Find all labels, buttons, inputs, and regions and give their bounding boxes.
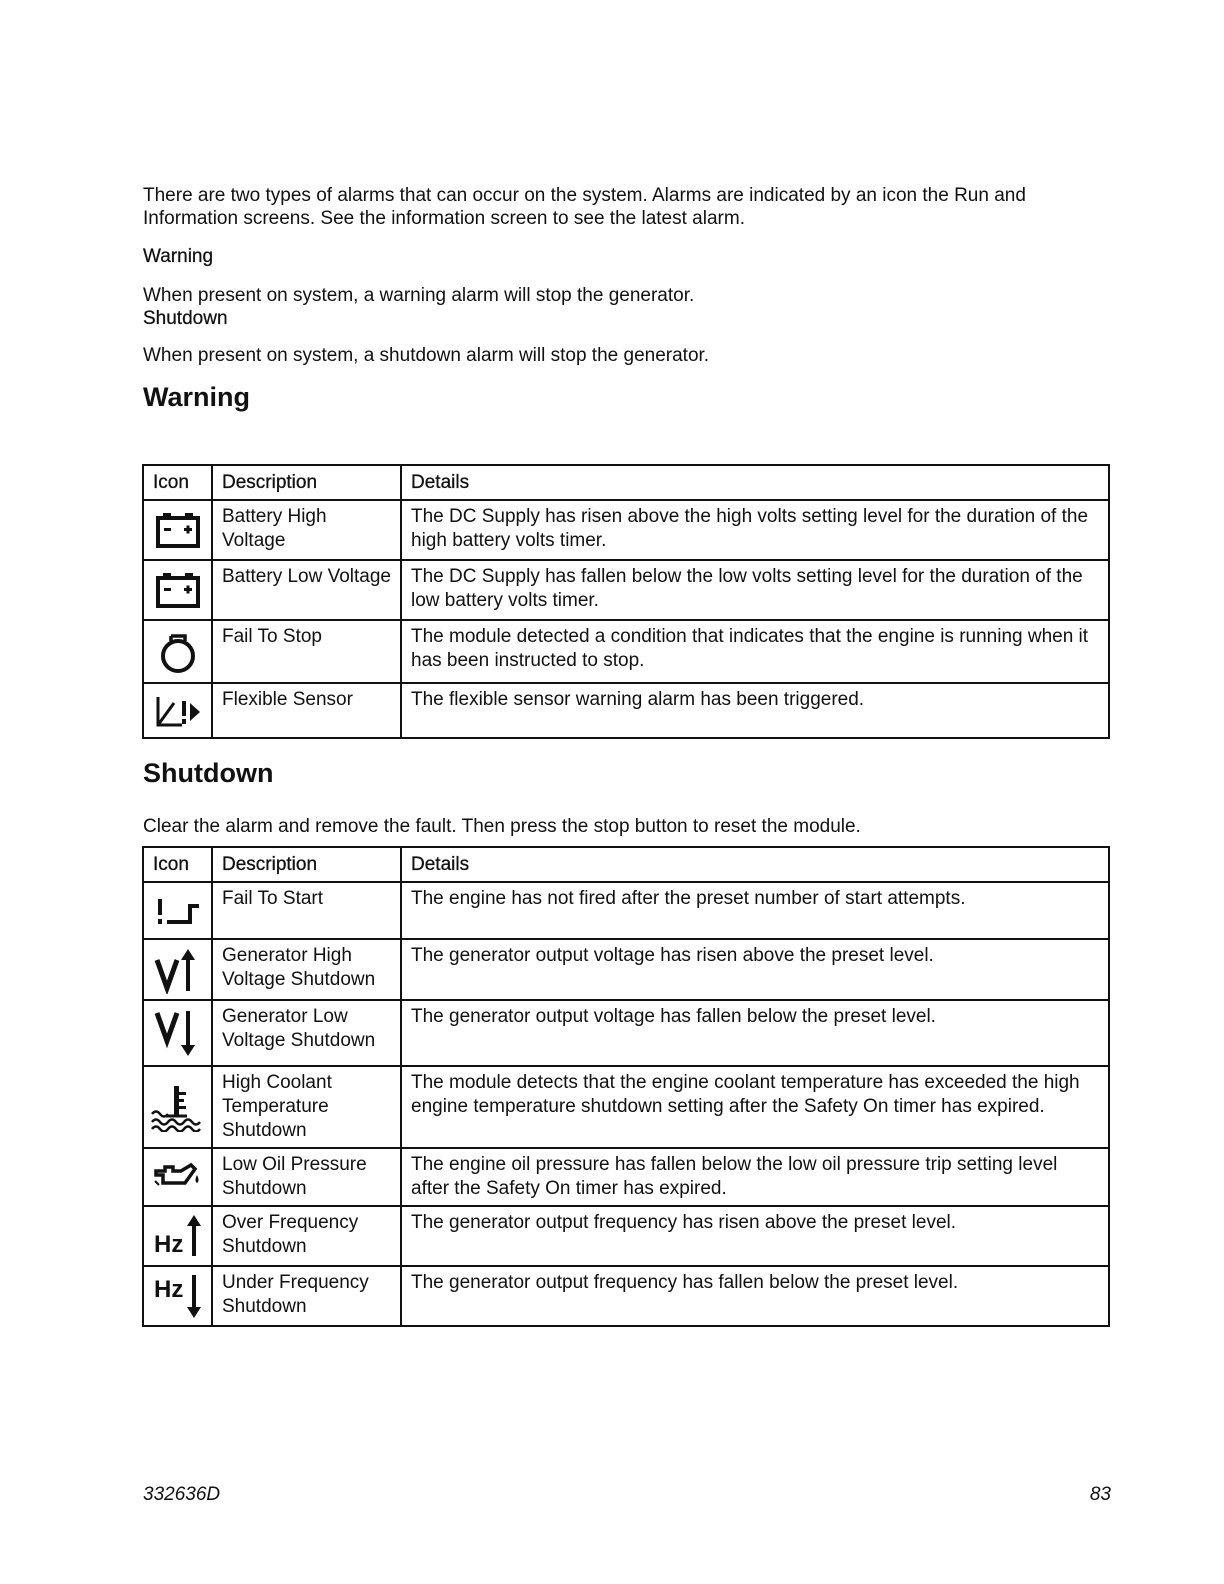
table-row: [143, 1148, 1109, 1206]
description-cell: High Coolant Temperature Shutdown: [212, 1066, 401, 1148]
column-header-icon: Icon: [143, 465, 212, 500]
shutdown-label: Shutdown: [143, 308, 228, 329]
warning-label: Warning: [143, 246, 214, 267]
table-header-row: [143, 465, 1109, 500]
battery-icon: [155, 570, 201, 610]
description-cell: Generator High Voltage Shutdown: [212, 939, 401, 1000]
description-cell: Generator Low Voltage Shutdown: [212, 1000, 401, 1066]
voltage-high-icon: [153, 946, 203, 994]
icon-cell: [143, 1206, 212, 1266]
shutdown-intro: Clear the alarm and remove the fault. Then press the stop button to reset the module.: [143, 816, 861, 837]
description-cell: Fail To Start: [212, 882, 401, 939]
battery-icon: [155, 510, 201, 550]
table-row: [143, 1000, 1109, 1066]
intro-paragraph: There are two types of alarms that can occur on the system. Alarms are indicated by an icon the Run and Information screens. See the information screen to see the latest alarm.: [143, 185, 1026, 229]
shutdown-heading: Shutdown: [143, 758, 274, 788]
icon-cell: [143, 1066, 212, 1148]
voltage-low-icon: [153, 1007, 203, 1059]
svg-text:Hz: Hz: [153, 1231, 183, 1258]
icon-cell: [143, 560, 212, 620]
details-cell: The engine oil pressure has fallen below the low oil pressure trip setting level after the Safety On timer has expired.: [401, 1148, 1109, 1206]
frequency-high-icon: [152, 1212, 204, 1260]
shutdown-description: When present on system, a shutdown alarm will stop the generator.: [143, 345, 710, 366]
document-number: 332636D: [143, 1484, 221, 1505]
icon-cell: [143, 939, 212, 1000]
description-cell: Fail To Stop: [212, 620, 401, 683]
icon-cell: [143, 882, 212, 939]
description-cell: Low Oil Pressure Shutdown: [212, 1148, 401, 1206]
table-row: [143, 620, 1109, 683]
table-row: [143, 1266, 1109, 1326]
frequency-low-icon: [152, 1271, 204, 1321]
details-cell: The generator output frequency has fallen below the preset level.: [401, 1266, 1109, 1326]
engine-stop-icon: [158, 630, 198, 674]
warning-description: When present on system, a warning alarm will stop the generator.: [143, 285, 695, 306]
coolant-temperature-icon: [150, 1082, 206, 1132]
icon-cell: [143, 500, 212, 560]
details-cell: The generator output voltage has fallen below the preset level.: [401, 1000, 1109, 1066]
description-cell: Flexible Sensor: [212, 683, 401, 738]
details-cell: The engine has not fired after the preset number of start attempts.: [401, 882, 1109, 939]
column-header-details: Details: [401, 847, 1109, 882]
details-cell: The module detects that the engine coolant temperature has exceeded the high engine temperature shutdown setting after the Safety On timer has expired.: [401, 1066, 1109, 1148]
column-header-icon: Icon: [143, 847, 212, 882]
description-cell: Battery High Voltage: [212, 500, 401, 560]
details-cell: The DC Supply has risen above the high volts setting level for the duration of the high battery volts timer.: [401, 500, 1109, 560]
icon-cell: [143, 1000, 212, 1066]
icon-cell: [143, 620, 212, 683]
shutdown-table: [142, 846, 1110, 1327]
flexible-sensor-icon: [152, 691, 204, 731]
table-row: [143, 1206, 1109, 1266]
icon-cell: [143, 683, 212, 738]
details-cell: The module detected a condition that indicates that the engine is running when it has been instructed to stop.: [401, 620, 1109, 683]
page-number: 83: [1089, 1484, 1111, 1505]
icon-cell: [143, 1148, 212, 1206]
details-cell: The generator output frequency has risen above the preset level.: [401, 1206, 1109, 1266]
table-row: [143, 500, 1109, 560]
column-header-details: Details: [401, 465, 1109, 500]
oil-pressure-icon: [151, 1157, 205, 1197]
table-row: [143, 1066, 1109, 1148]
table-row: [143, 939, 1109, 1000]
description-cell: Battery Low Voltage: [212, 560, 401, 620]
warning-table: [142, 464, 1110, 739]
icon-cell: [143, 1266, 212, 1326]
details-cell: The flexible sensor warning alarm has been triggered.: [401, 683, 1109, 738]
table-row: [143, 683, 1109, 738]
column-header-description: Description: [212, 847, 401, 882]
description-cell: Under Frequency Shutdown: [212, 1266, 401, 1326]
column-header-description: Description: [212, 465, 401, 500]
details-cell: The generator output voltage has risen above the preset level.: [401, 939, 1109, 1000]
svg-text:Hz: Hz: [153, 1276, 183, 1303]
warning-heading: Warning: [143, 382, 250, 412]
details-cell: The DC Supply has fallen below the low volts setting level for the duration of the low battery volts timer.: [401, 560, 1109, 620]
fail-to-start-icon: [153, 891, 203, 931]
table-header-row: [143, 847, 1109, 882]
description-cell: Over Frequency Shutdown: [212, 1206, 401, 1266]
table-row: [143, 560, 1109, 620]
table-row: [143, 882, 1109, 939]
